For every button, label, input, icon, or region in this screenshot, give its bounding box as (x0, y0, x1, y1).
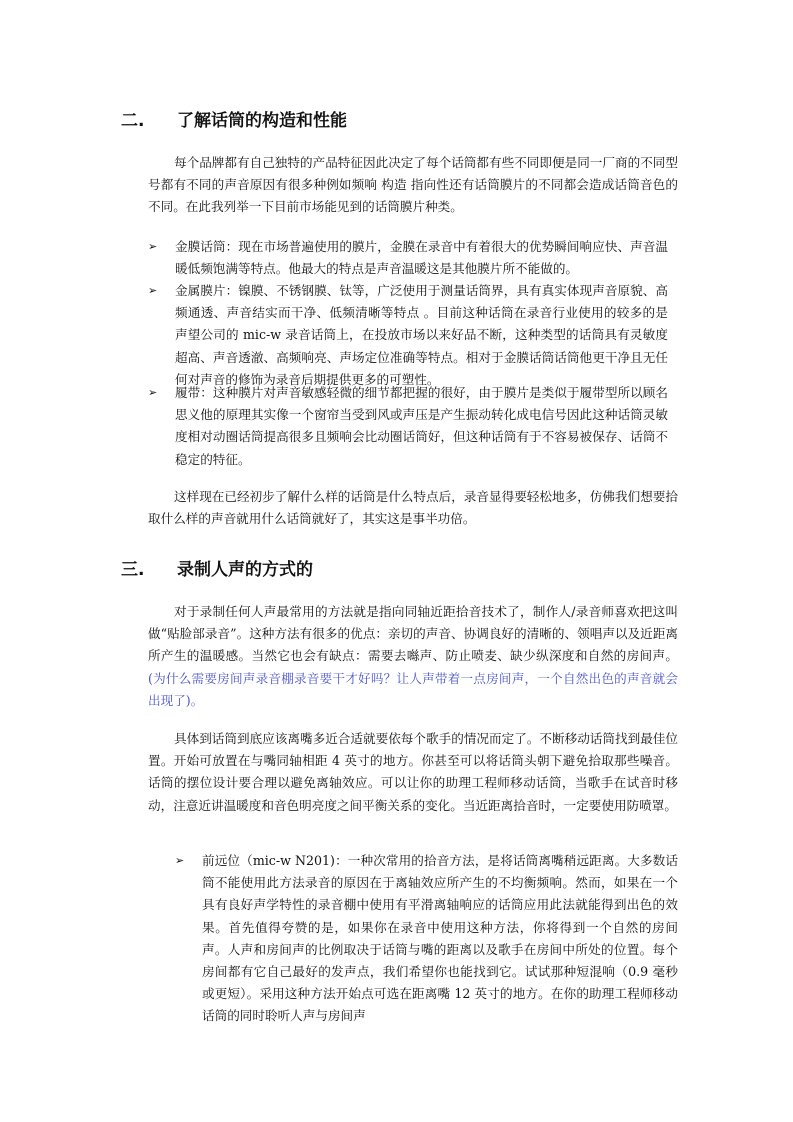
paragraph-text: 对于录制任何人声最常用的方法就是指向同轴近距拾音技术了，制作人/录音师喜欢把这叫做“贴脸部录音”。这种方法有很多的优点：亲切的声音、协调良好的清晰的、领唱声以及近距离所产生的温暖感。当然它也会有缺点：需要去噝声、防止喷麦、缺少纵深度和自然的房间声。 (148, 604, 678, 664)
arrow-bullet-icon: ➢ (148, 240, 158, 253)
list-item-ribbon (148, 382, 668, 471)
section-3-number: 三. (121, 560, 145, 580)
section-3-heading (121, 555, 313, 580)
paragraph-blue-note: (为什么需要房间声录音棚录音要干才好吗？让人声带着一点房间声，一个自然出色的声音就会出现了)。 (148, 670, 678, 708)
list-item-gold-diaphragm (148, 236, 668, 280)
section-3-paragraph-2: 具体到话筒到底应该离嘴多近合适就要依每个歌手的情况而定了。不断移动话筒找到最佳位置。开始可放置在与嘴同轴相距 4 英寸的地方。你甚至可以将话筒头朝下避免拾取那些噪音。话筒的摆位设计要合理以避免离轴效应。可以让你的助理工程师移动话筒，当歌手在试音时移动，注意近讲温暖度和音色明亮度之间平衡关系的变化。当近距离拾音时，一定要使用防喷罩。 (148, 731, 678, 813)
section-2-outro: 这样现在已经初步了解什么样的话筒是什么特点后，录音显得要轻松地多，仿佛我们想要拾取什么样的声音就用什么话筒就好了，其实这是事半功倍。 (148, 489, 678, 527)
list-item-front-distance (175, 850, 678, 1028)
list-item-text: 金属膜片：镍膜、不锈钢膜、钛等，广泛使用于测量话筒界，具有真实体现声音原貌、高频通透、声音结实而干净、低频清晰等特点 。目前这种话筒在录音行业使用的较多的是声望公司的 mic-w 录音话筒上，在投放市场以来好品不断，这种类型的话筒具有灵敏度超高、声音透澈、高频响亮、声场定位准确等特点。相对于金膜话筒话筒他更干净且无任何对声音的修饰为录音后期提供更多的可塑性。 (175, 283, 668, 387)
section-2-number: 二. (121, 111, 145, 131)
list-item-text: 前远位（mic-w N201)：一种次常用的拾音方法，是将话筒离嘴稍远距离。大多数话筒不能使用此方法录音的原因在于离轴效应所产生的不均衡频响。然而，如果在一个具有良好声学特性的录音棚中使用有平滑离轴响应的话筒应用此法就能得到出色的效果。首先值得夸赞的是，如果你在录音中使用这种方法，你将得到一个自然的房间声。人声和房间声的比例取决于话筒与嘴的距离以及歌手在房间中所处的位置。每个房间都有它自己最好的发声点，我们希望你也能找到它。试试那种短混响（0.9 毫秒或更短）。采用这种方法开始点可选在距离嘴 12 英寸的地方。在你的助理工程师移动话筒的同时聆听人声与房间声 (202, 853, 678, 1024)
section-3-paragraph-1 (148, 601, 678, 712)
arrow-bullet-icon: ➢ (148, 386, 158, 399)
list-item-metal-diaphragm (148, 280, 668, 391)
arrow-bullet-icon: ➢ (148, 284, 158, 297)
section-2-title: 了解话筒的构造和性能 (177, 111, 347, 131)
section-2-intro: 每个品牌都有自己独特的产品特征因此决定了每个话筒都有些不同即便是同一厂商的不同型号都有不同的声音原因有很多种例如频响 构造 指向性还有话筒膜片的不同都会造成话筒音色的不同。在此我列举一下目前市场能见到的话筒膜片种类。 (148, 155, 678, 215)
section-2-heading (121, 106, 347, 131)
list-item-text: 履带：这种膜片对声音敏感轻微的细节都把握的很好，由于膜片是类似于履带型所以顾名思义他的原理其实像一个窗帘当受到风或声压是产生振动转化成电信号因此这种话筒灵敏度相对动圈话筒提高很多且频响会比动圈话筒好，但这种话筒有于不容易被保存、话筒不稳定的特征。 (175, 385, 668, 467)
arrow-bullet-icon: ➢ (175, 854, 185, 867)
list-item-text: 金膜话筒：现在市场普遍使用的膜片，金膜在录音中有着很大的优势瞬间响应快、声音温暖低频饱满等特点。他最大的特点是声音温暖这是其他膜片所不能做的。 (175, 239, 668, 277)
section-3-title: 录制人声的方式的 (177, 560, 313, 580)
